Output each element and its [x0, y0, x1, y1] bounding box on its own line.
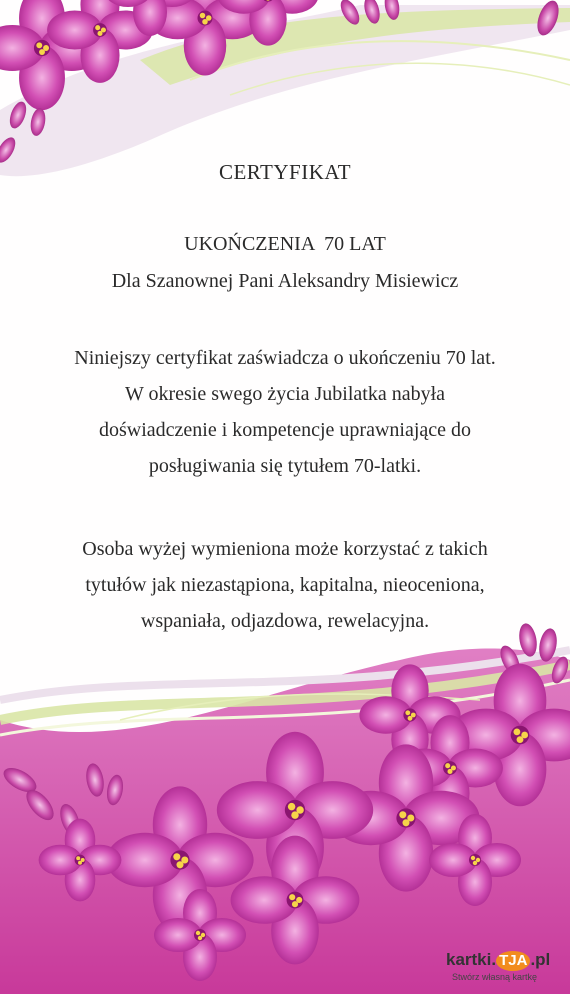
- logo-tagline: Stwórz własną kartkę: [452, 972, 538, 982]
- certificate-paragraph-2: [0, 531, 570, 639]
- logo-brand-prefix: kartki.: [446, 950, 497, 969]
- certificate-recipient: Dla Szanownej Pani Aleksandry Misiewicz: [111, 270, 459, 292]
- certificate-paragraph-1: [0, 340, 570, 484]
- certificate-title: CERTYFIKAT: [218, 160, 352, 184]
- paragraph-line: wspaniała, odjazdowa, rewelacyjna.: [140, 610, 430, 632]
- certificate-subtitle: UKOŃCZENIA 70 LAT: [184, 233, 386, 255]
- logo-brand-suffix: .pl: [530, 950, 551, 969]
- paragraph-line: Osoba wyżej wymieniona może korzystać z takich: [82, 538, 488, 560]
- paragraph-line: doświadczenie i kompetencje uprawniające do: [98, 419, 472, 441]
- kartki-logo-link[interactable]: [446, 950, 564, 990]
- paragraph-line: tytułów jak niezastąpiona, kapitalna, nieoceniona,: [85, 574, 485, 596]
- paragraph-line: posługiwania się tytułem 70-latki.: [148, 455, 422, 477]
- paragraph-line: Niniejszy certyfikat zaświadcza o ukończeniu 70 lat.: [74, 347, 496, 369]
- paragraph-line: W okresie swego życia Jubilatka nabyła: [124, 383, 446, 405]
- logo-badge: TJA: [496, 951, 530, 971]
- logo-brand: [446, 950, 550, 971]
